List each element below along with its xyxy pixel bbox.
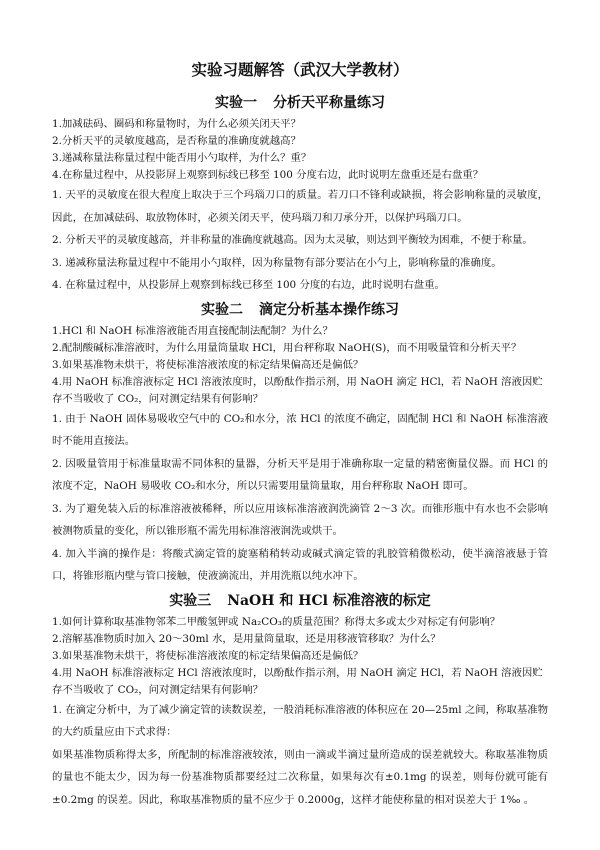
section-number: 实验二 [201, 301, 243, 318]
section-experiment-2 [52, 300, 548, 588]
question: 2.溶解基准物质时加入 20～30ml 水，是用量筒量取，还是用移液管移取？为什么？ [52, 632, 441, 645]
answer: 4. 加入半滴的操作是：将酸式滴定管的旋塞稍稍转动或碱式滴定管的乳胶管稍微松动，使半滴溶液悬于管口，将锥形瓶内壁与管口接触，使液滴流出，并用洗瓶以纯水冲下。 [52, 547, 548, 582]
question: 3.如果基准物未烘干，将使标准溶液浓度的标定结果偏高还是偏低？ [52, 649, 364, 662]
answer: 1. 在滴定分析中，为了减少滴定管的读数误差，一般消耗标准溶液的体积应在 20—25ml 之间，称取基准物的大约质量应由下式求得： [52, 703, 548, 738]
answer: 1. 天平的灵敏度在很大程度上取决于三个玛瑙刀口的质量。若刀口不锋利或缺损，将会影响称量的灵敏度，因此，在加减砝码、取放物体时，必须关闭天平，使玛瑙刀和刀承分开，以保护玛瑙刀口。 [52, 189, 548, 224]
answer: 3. 为了避免装入后的标准溶液被稀释，所以应用该标准溶液润洗滴管 2～3 次。而锥形瓶中有水也不会影响被测物质量的变化，所以锥形瓶不需先用标准溶液润洗或烘干。 [52, 502, 548, 537]
section-number: 实验三 [169, 592, 212, 609]
section-title [52, 300, 548, 320]
section-experiment-1 [52, 93, 548, 297]
question: 4.用 NaOH 标准溶液标定 HCl 溶液浓度时，以酚酞作指示剂，用 NaOH 滴定 HCl，若 NaOH 溶液因贮存不当吸收了 CO₂，问对测定结果有何影响？ [52, 666, 543, 696]
question: 2.分析天平的灵敏度越高，是否称量的准确度就越高？ [52, 135, 301, 147]
answer: 4. 在称量过程中，从投影屏上观察到标线已移至 100 分度的右边，此时说明右盘重。 [52, 279, 445, 291]
section-name: 分析天平称量练习 [273, 95, 385, 111]
section-name: 滴定分析基本操作练习 [259, 301, 399, 318]
section-number: 实验一 [215, 95, 257, 111]
question: 1.HCl 和 NaOH 标准溶液能否用直接配制法配制？为什么？ [52, 324, 333, 337]
answer: 1. 由于 NaOH 固体易吸收空气中的 CO₂和水分，浓 HCl 的浓度不确定，固配制 HCl 和 NaOH 标准溶液时不能用直接法。 [52, 412, 548, 447]
answer: 2. 因吸量管用于标准量取需不同体积的量器，分析天平是用于准确称取一定量的精密衡量仪器。而 HCl 的浓度不定，NaOH 易吸收 CO₂和水分，所以只需要用量筒量取，用台秤称取 NaOH 即可。 [52, 457, 548, 492]
section-name: NaOH 和 HCl 标准溶液的标定 [227, 592, 431, 609]
question: 4.用 NaOH 标准溶液标定 HCl 溶液浓度时，以酚酞作指示剂，用 NaOH 滴定 HCl，若 NaOH 溶液因贮存不当吸收了 CO₂，问对测定结果有何影响？ [52, 375, 543, 405]
section-title [52, 93, 548, 113]
question: 4.在称量过程中，从投影屏上观察到标线已移至 100 分度右边，此时说明左盘重还是右盘重？ [52, 169, 484, 181]
question: 3.递减称量法称量过程中能否用小勺取样，为什么？重？ [52, 152, 312, 164]
answer: 如果基准物质称得太多，所配制的标准溶液较浓，则由一滴或半滴过量所造成的误差就较大。称取基准物质的量也不能太少，因为每一份基准物质都要经过二次称量，如果每次有±0.1mg 的误差，则每份就可能有±0.2mg 的误差。因此，称取基准物质的量不应少于 0.2000g，这样才能使称量的相对误差大于 1‰ 。 [52, 748, 548, 806]
question: 2.配制酸碱标准溶液时，为什么用量筒量取 HCl，用台秤称取 NaOH(S)，而不用吸量管和分析天平？ [52, 341, 522, 354]
section-experiment-3 [52, 591, 548, 812]
section-title [52, 591, 548, 611]
document-title: 实验习题解答（武汉大学教材） [191, 60, 409, 79]
question: 1.加减砝码、圈码和称量物时，为什么必须关闭天平？ [52, 118, 301, 130]
question: 3.如果基准物未烘干，将使标准溶液浓度的标定结果偏高还是偏低？ [52, 358, 364, 371]
answer: 3. 递减称量法称量过程中不能用小勺取样，因为称量物有部分要沾在小勺上，影响称量的准确度。 [52, 256, 502, 269]
answer: 2. 分析天平的灵敏度越高，并非称量的准确度就越高。因为太灵敏，则达到平衡较为困难，不便于称量。 [52, 234, 533, 246]
question: 1.如何计算称取基准物邻苯二甲酸氢钾或 Na₂CO₃的质量范围？称得太多或太少对标定有何影响？ [52, 615, 501, 628]
